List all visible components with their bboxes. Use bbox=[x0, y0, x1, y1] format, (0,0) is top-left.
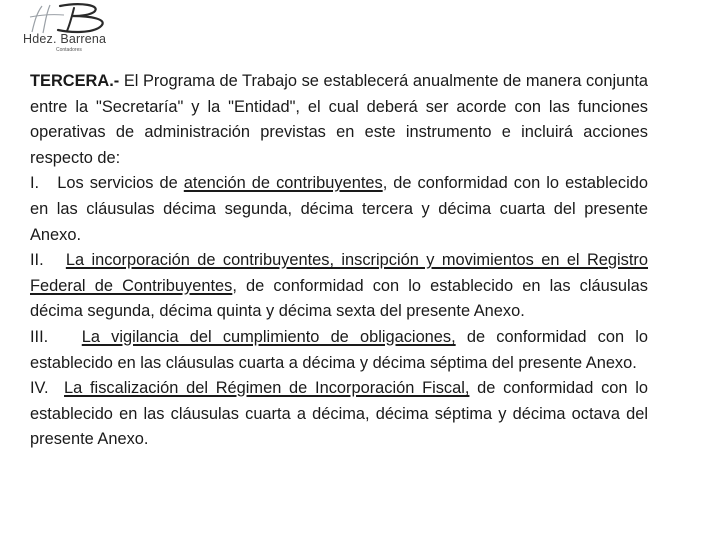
item-underlined-text: La vigilancia del cumplimiento de obligaciones, bbox=[81, 327, 456, 346]
list-item bbox=[30, 171, 648, 248]
clause-title: TERCERA.- bbox=[30, 72, 120, 90]
item-text-after: de conformidad con lo establecido en las cláusulas cuarta a décima, décima séptima y décima octava del presente Anexo. bbox=[30, 379, 649, 449]
logo-name: Hdez. Barrena bbox=[23, 32, 107, 46]
item-underlined-text: atención de contribuyentes bbox=[183, 174, 383, 193]
item-numeral: I. bbox=[30, 174, 40, 193]
document-body bbox=[30, 69, 648, 453]
item-numeral: III. bbox=[30, 327, 49, 346]
item-underlined-text: La incorporación de contribuyentes, inscripción y movimientos en el Registro Federal de Contribuyentes bbox=[30, 251, 648, 295]
list-item bbox=[30, 376, 648, 453]
item-text-after: de conformidad con lo establecido en las cláusulas cuarta a décima y décima séptima del presente Anexo. bbox=[30, 327, 649, 372]
item-numeral: II. bbox=[30, 251, 44, 270]
item-underlined-text: La fiscalización del Régimen de Incorporación Fiscal, bbox=[64, 379, 470, 398]
logo-monogram-icon bbox=[20, 2, 132, 36]
list-item bbox=[30, 248, 648, 325]
item-numeral: IV. bbox=[30, 379, 49, 398]
list-item bbox=[30, 325, 648, 376]
clause-intro-text: El Programa de Trabajo se establecerá anualmente de manera conjunta entre la "Secretaría" y la "Entidad", el cual deberá ser acorde con las funciones operativas de administración previstas en este instrumento e incluirá acciones respecto de: bbox=[30, 72, 648, 167]
logo-subtitle: Contadores bbox=[56, 47, 82, 53]
clause-intro-paragraph bbox=[30, 69, 648, 171]
item-text-before: Los servicios de bbox=[57, 174, 184, 193]
item-text-after: , de conformidad con lo establecido en las cláusulas décima segunda, décima quinta y décima sexta del presente Anexo. bbox=[30, 276, 648, 321]
company-logo bbox=[20, 2, 132, 52]
item-text-after: , de conformidad con lo establecido en las cláusulas décima segunda, décima tercera y décima cuarta del presente Anexo. bbox=[30, 174, 648, 244]
